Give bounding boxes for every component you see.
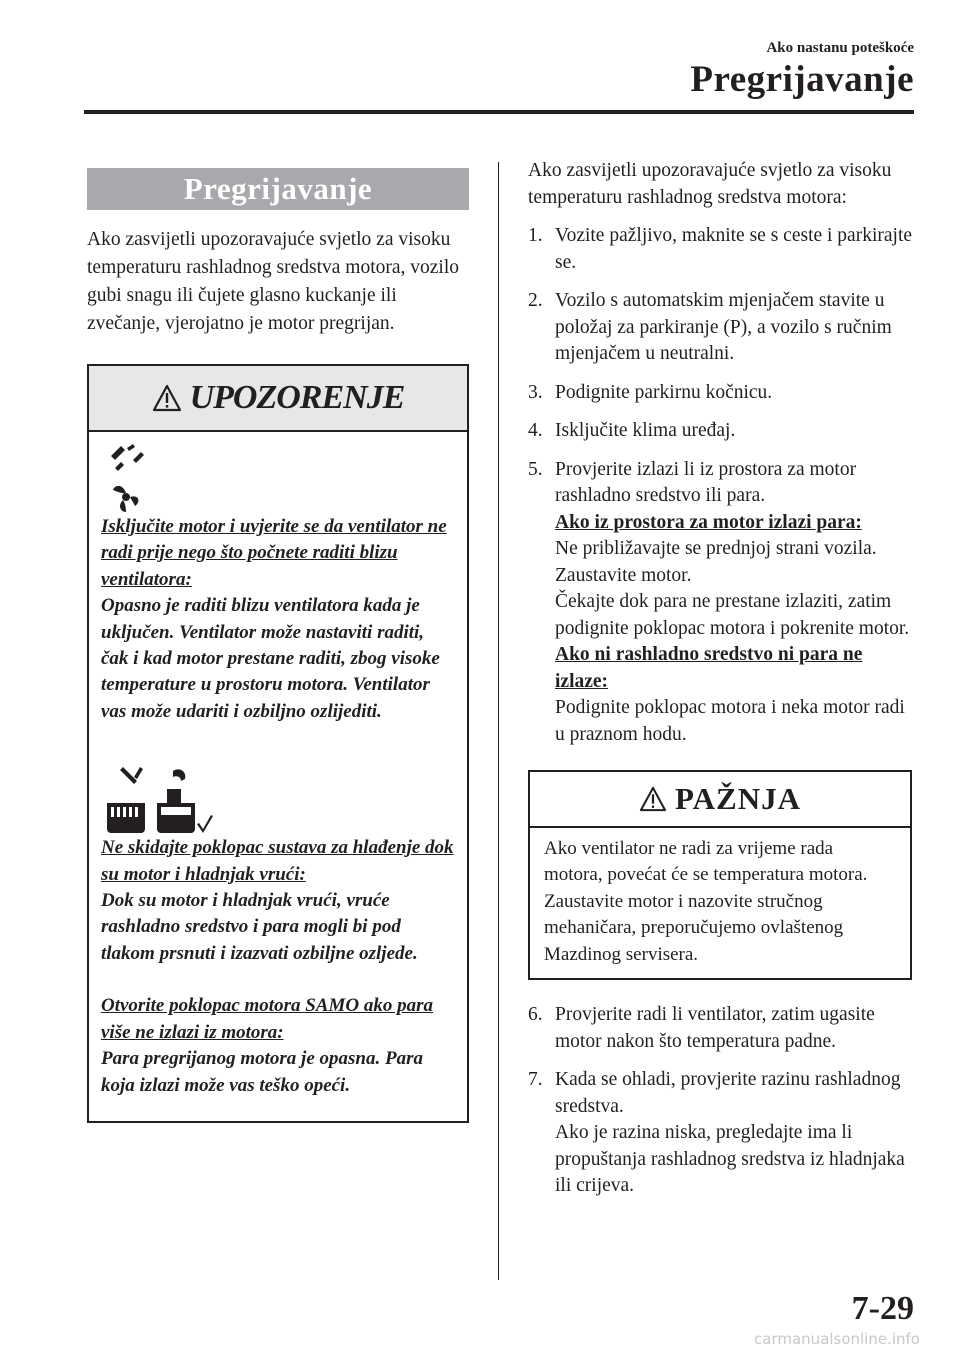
fan-icon	[103, 442, 149, 514]
intro-paragraph: Ako zasvijetli upozoravajuće svjetlo za visoku temperaturu rashladnog sredstva motora, vozilo gubi snagu ili čujete glasno kuckanje ili zvečanje, vjerojatno je motor pregrijan.	[87, 229, 460, 334]
caution-header	[530, 772, 910, 828]
caution-text: Ako ventilator ne radi za vrijeme rada motora, povećat će se temperatura motora. Zaustavite motor i nazovite stručnog mehaničara, preporučujemo ovlaštenog Mazdinog servisera.	[544, 838, 868, 965]
warning-block3-heading: Otvorite poklopac motora SAMO ako para više ne izlazi iz motora:	[101, 995, 433, 1043]
step-item	[528, 288, 916, 368]
step-number: 2.	[528, 290, 543, 311]
warning-triangle-icon	[152, 384, 182, 412]
case-steam	[528, 510, 916, 749]
case-nosteam-heading: Ako ni rashladno sredstvo ni para ne izlaze:	[555, 644, 863, 692]
step-text: Isključite klima uređaj.	[555, 420, 736, 441]
step-number: 5.	[528, 458, 543, 480]
step-text: Vozite pažljivo, maknite se s ceste i parkirajte se.	[555, 225, 913, 273]
warning-block1-heading: Isključite motor i uvjerite se da ventilator ne radi prije nego što počnete raditi blizu ventilatora:	[101, 516, 447, 590]
warning-block2-heading: Ne skidajte poklopac sustava za hlađenje dok su motor i hladnjak vrući:	[101, 837, 454, 885]
right-intro: Ako zasvijetli upozoravajuće svjetlo za visoku temperaturu rashladnog sredstva motora:	[528, 160, 892, 208]
step-text: Podignite parkirnu kočnicu.	[555, 381, 773, 403]
warning-block1-text: Opasno je raditi blizu ventilatora kada je uključen. Ventilator može nastaviti raditi, čak i kad motor prestane raditi, zbog visoke temperature u prostoru motora. Ventilator vas može udariti i ozbiljno ozlijediti.	[101, 595, 440, 722]
step-text: Kada se ohladi, provjerite razinu rashladnog sredstva.	[555, 1069, 901, 1117]
step-item	[528, 223, 916, 276]
warning-body	[89, 432, 467, 1121]
case-steam-text1: Ne približavajte se prednjoj strani vozila. Zaustavite motor.	[555, 538, 877, 586]
left-column	[87, 168, 469, 1123]
header-section: Ako nastanu poteškoće	[766, 40, 914, 56]
case-steam-text2: Čekajte dok para ne prestane izlaziti, zatim podignite poklopac motora i pokrenite motor.	[555, 591, 910, 639]
radiator-cap-icon-group	[101, 765, 455, 835]
step-number: 7.	[528, 1069, 543, 1091]
step-item	[528, 457, 916, 510]
step-item	[528, 1002, 916, 1055]
case-nosteam-text: Podignite poklopac motora i neka motor radi u praznom hodu.	[555, 697, 905, 745]
caution-triangle-icon	[639, 786, 667, 812]
fan-icon-group	[101, 444, 455, 514]
warning-title: UPOZORENJE	[189, 379, 405, 416]
page-number: 7-29	[851, 1290, 914, 1327]
section-title-band	[87, 168, 469, 210]
caution-box	[528, 770, 912, 980]
step-text: Provjerite radi li ventilator, zatim ugasite motor nakon što temperatura padne.	[555, 1004, 875, 1052]
section-title: Pregrijavanje	[183, 171, 373, 206]
step-item	[528, 418, 916, 445]
step7-extra: Ako je razina niska, pregledajte ima li propuštanja rashladnog sredstva iz hladnjaka ili crijeva.	[555, 1122, 905, 1197]
warning-block2-text: Dok su motor i hladnjak vrući, vruće rashladno sredstvo i para mogli bi pod tlakom prsnuti i izazvati ozbiljne ozljede.	[101, 890, 418, 964]
warning-block3-text: Para pregrijanog motora je opasna. Para koja izlazi može vas teško opeći.	[101, 1048, 423, 1096]
header-title: Pregrijavanje	[690, 59, 914, 100]
step-number: 3.	[528, 381, 543, 403]
column-divider	[498, 162, 499, 1280]
step-number: 4.	[528, 420, 543, 441]
case-steam-heading: Ako iz prostora za motor izlazi para:	[555, 511, 862, 533]
right-column	[528, 158, 916, 1200]
step-item	[528, 1067, 916, 1120]
warning-header	[89, 366, 467, 432]
warning-box	[87, 364, 469, 1123]
step-number: 1.	[528, 225, 543, 246]
caution-title: PAŽNJA	[675, 780, 801, 816]
step-text: Vozilo s automatskim mjenjačem stavite u položaj za parkiranje (P), a vozilo s ručnim mjenjačem u neutralni.	[555, 290, 892, 364]
header-rule	[84, 110, 914, 114]
watermark: carmanualsonline.info	[754, 1330, 920, 1348]
radiator-cap-icon	[103, 763, 213, 835]
step-number: 6.	[528, 1004, 543, 1026]
step-item	[528, 380, 916, 407]
step-text: Provjerite izlazi li iz prostora za motor rashladno sredstvo ili para.	[555, 458, 857, 506]
